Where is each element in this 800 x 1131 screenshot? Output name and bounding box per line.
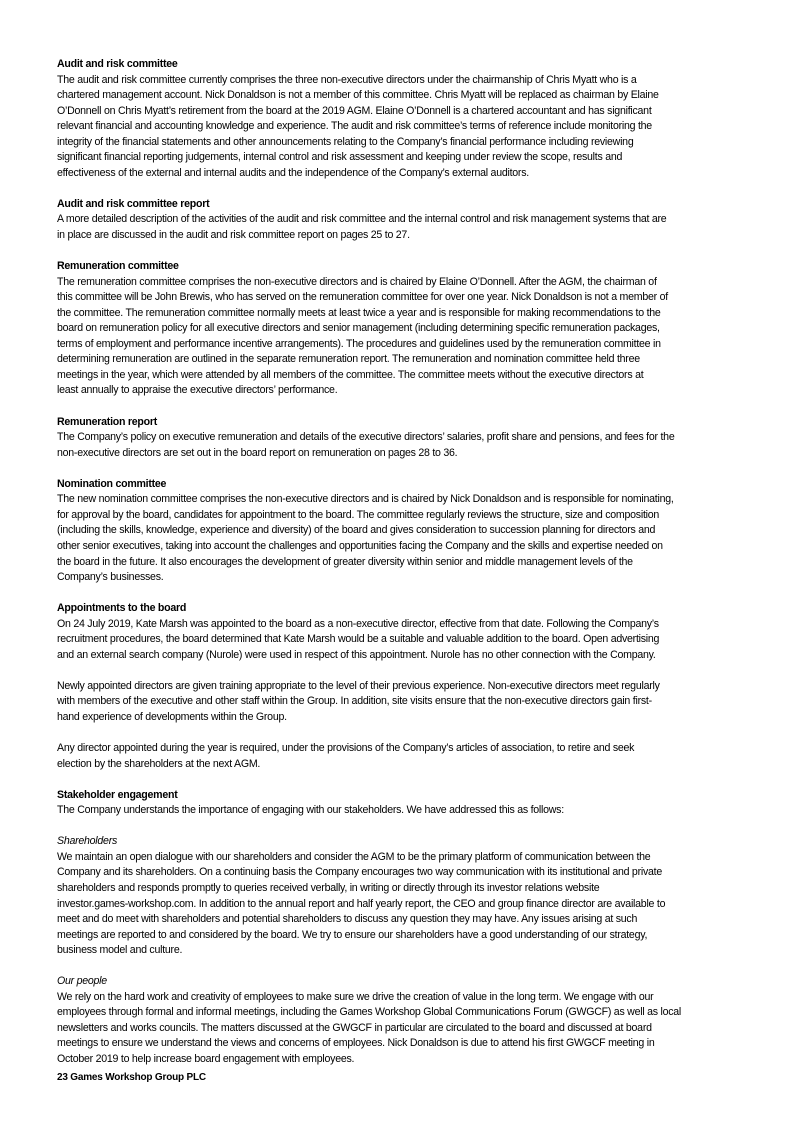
body-line: with members of the executive and other staff within the Group. In addition, site visits ensure that the non-executive directors gain first-	[57, 695, 652, 708]
body-line: We maintain an open dialogue with our shareholders and consider the AGM to be the primary platform of communication between the	[57, 850, 651, 863]
section-stakeholder-engagement	[57, 788, 747, 1068]
body-line: non-executive directors are set out in the board report on remuneration on pages 28 to 36.	[57, 446, 458, 459]
body-line: On 24 July 2019, Kate Marsh was appointed to the board as a non-executive director, effective from that date. Following the Company’s	[57, 617, 659, 630]
subsection-heading: Our people	[57, 975, 107, 988]
body-line: The Company understands the importance of engaging with our stakeholders. We have addressed this as follows:	[57, 804, 564, 817]
page-footer: 23 Games Workshop Group PLC	[57, 1072, 206, 1083]
document-page	[57, 57, 747, 1068]
spacer	[57, 663, 747, 679]
body-line: this committee will be John Brewis, who has served on the remuneration committee for over one year. Nick Donaldson is not a member of	[57, 291, 668, 304]
body-line: Newly appointed directors are given training appropriate to the level of their previous experience. Non-executive directors meet regularly	[57, 679, 660, 692]
body-line: for approval by the board, candidates for appointment to the board. The committee regularly reviews the structure, size and composition	[57, 508, 660, 521]
spacer	[57, 244, 747, 260]
section-nomination-committee	[57, 477, 747, 586]
body-line: meetings in the year, which were attended by all members of the committee. The committee meets without the executive directors at	[57, 368, 644, 381]
body-line: employees through formal and informal meetings, including the Games Workshop Global Communications Forum (GWGCF) as well as local	[57, 1006, 682, 1019]
body-line: We rely on the hard work and creativity of employees to make sure we drive the creation of value in the long term. We engage with our	[57, 990, 654, 1003]
spacer	[57, 959, 747, 975]
body-line: hand experience of developments within the Group.	[57, 710, 287, 723]
section-audit-risk-committee	[57, 57, 747, 181]
body-line: Any director appointed during the year is required, under the provisions of the Company’s articles of association, to retire and seek	[57, 742, 635, 755]
body-line: in place are discussed in the audit and risk committee report on pages 25 to 27.	[57, 229, 410, 242]
subsection-our-people	[57, 974, 747, 1067]
body-line: The audit and risk committee currently comprises the three non-executive directors under the chairmanship of Chris Myatt who is a	[57, 73, 637, 86]
body-line: O’Donnell on Chris Myatt’s retirement from the board at the 2019 AGM. Elaine O’Donnell is a chartered accountant and has significant	[57, 104, 652, 117]
section-heading: Appointments to the board	[57, 602, 187, 615]
body-line: and an external search company (Nurole) were used in respect of this appointment. Nurole has no other connection with the Company.	[57, 648, 656, 661]
body-line: business model and culture.	[57, 944, 183, 957]
body-line: effectiveness of the external and internal audits and the independence of the Company’s external auditors.	[57, 166, 529, 179]
body-line: The new nomination committee comprises the non-executive directors and is chaired by Nick Donaldson and is responsible for nominating,	[57, 493, 674, 506]
section-heading: Remuneration report	[57, 415, 158, 428]
body-line: board on remuneration policy for all executive directors and senior management (including determining specific remuneration packages,	[57, 322, 660, 335]
spacer	[57, 586, 747, 602]
section-heading: Nomination committee	[57, 477, 167, 490]
body-line: relevant financial and accounting knowledge and experience. The audit and risk committee’s terms of reference include monitoring the	[57, 120, 652, 133]
spacer	[57, 399, 747, 415]
body-line: integrity of the financial statements and other announcements relating to the Company’s financial performance including reviewing	[57, 135, 634, 148]
body-line: A more detailed description of the activities of the audit and risk committee and the internal control and risk management systems that are	[57, 213, 667, 226]
spacer	[57, 772, 747, 788]
body-line: meetings to ensure we understand the views and concerns of employees. Nick Donaldson is due to attend his first GWGCF meeting in	[57, 1037, 655, 1050]
body-line: The Company’s policy on executive remuneration and details of the executive directors’ salaries, profit share and pensions, and fees for the	[57, 431, 675, 444]
body-line: October 2019 to help increase board engagement with employees.	[57, 1053, 355, 1065]
section-heading: Audit and risk committee report	[57, 197, 210, 210]
spacer	[57, 181, 747, 197]
body-line: election by the shareholders at the next AGM.	[57, 757, 261, 770]
section-audit-risk-report	[57, 197, 747, 244]
section-remuneration-committee	[57, 259, 747, 399]
section-heading: Remuneration committee	[57, 260, 179, 273]
body-line: other senior executives, taking into account the challenges and opportunities facing the Company and the skills and expertise needed on	[57, 539, 663, 552]
body-line: investor.games-workshop.com. In addition to the annual report and half yearly report, the CEO and group finance director are available to	[57, 897, 666, 910]
body-line: least annually to appraise the executive directors’ performance.	[57, 384, 338, 397]
body-line: meetings are reported to and considered by the board. We try to ensure our shareholders have a good understanding of our strategy,	[57, 928, 648, 941]
body-line: (including the skills, knowledge, experience and diversity) of the board and gives consideration to succession planning for directors and	[57, 524, 656, 537]
body-line: Company’s businesses.	[57, 571, 164, 584]
section-appointments	[57, 601, 747, 772]
body-line: significant financial reporting judgements, internal control and risk assessment and keeping under review the scope, results and	[57, 151, 623, 164]
section-heading: Stakeholder engagement	[57, 788, 178, 801]
spacer	[57, 726, 747, 742]
body-line: The remuneration committee comprises the non-executive directors and is chaired by Elaine O’Donnell. After the AGM, the chairman of	[57, 275, 657, 288]
body-line: the board in the future. It also encourages the development of greater diversity within senior and middle management levels of the	[57, 555, 633, 568]
body-line: terms of employment and performance incentive arrangements). The procedures and guidelines used by the remuneration committee in	[57, 337, 661, 350]
body-line: shareholders and responds promptly to queries received verbally, in writing or directly through its investor relations website	[57, 881, 600, 894]
section-remuneration-report	[57, 415, 747, 462]
subsection-shareholders	[57, 834, 747, 958]
body-line: recruitment procedures, the board determined that Kate Marsh would be a suitable and valuable addition to the board. Open advertising	[57, 633, 660, 646]
section-heading: Audit and risk committee	[57, 58, 178, 70]
subsection-heading: Shareholders	[57, 835, 118, 848]
body-line: meet and do meet with shareholders and potential shareholders to discuss any question they may have. Any issues arising at such	[57, 913, 638, 926]
body-line: the committee. The remuneration committee normally meets at least twice a year and is responsible for making recommendations to the	[57, 306, 661, 319]
body-line: Company and its shareholders. On a continuing basis the Company encourages two way communication with its institutional and private	[57, 866, 662, 879]
body-line: chartered management account. Nick Donaldson is not a member of this committee. Chris Myatt will be replaced as chairman by Elaine	[57, 89, 659, 102]
body-line: determining remuneration are outlined in the separate remuneration report. The remuneration and nomination committee held three	[57, 353, 640, 366]
spacer	[57, 819, 747, 835]
spacer	[57, 461, 747, 477]
body-line: newsletters and works councils. The matters discussed at the GWGCF in particular are circulated to the board and discussed at board	[57, 1021, 652, 1034]
